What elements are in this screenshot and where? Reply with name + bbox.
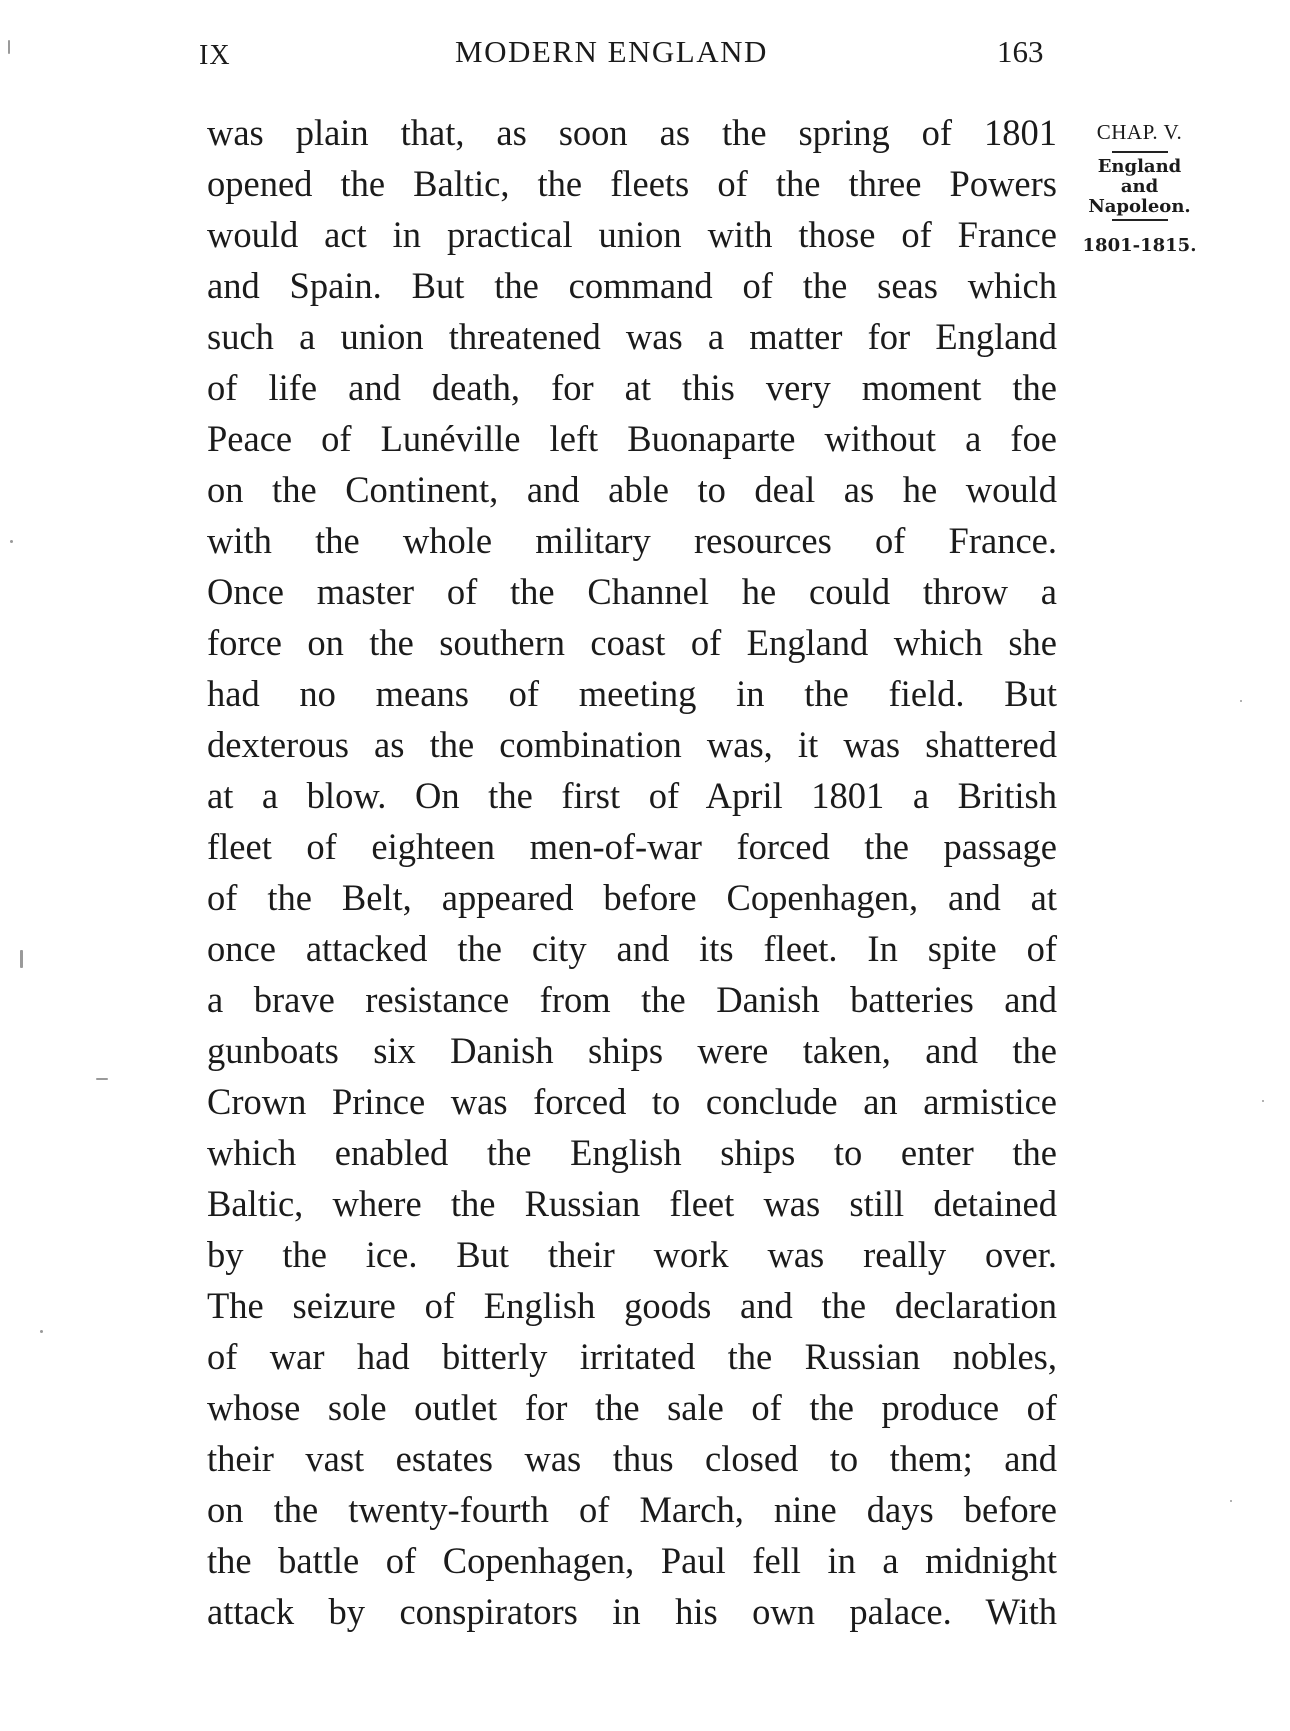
chapter-number: IX bbox=[199, 40, 231, 71]
text-line: which enabled the English ships to enter the bbox=[207, 1132, 1057, 1173]
scan-speck bbox=[1240, 700, 1242, 702]
scan-speck bbox=[8, 40, 10, 54]
text-line: once attacked the city and its fleet. In spite of bbox=[207, 928, 1057, 969]
scan-speck bbox=[96, 1078, 108, 1080]
text-line: Baltic, where the Russian fleet was still detained bbox=[207, 1183, 1057, 1224]
text-line: Peace of Lunéville left Buonaparte without a foe bbox=[207, 418, 1057, 459]
text-line: of life and death, for at this very moment the bbox=[207, 367, 1057, 408]
scan-speck bbox=[1262, 1100, 1264, 1102]
margin-note-rule bbox=[1112, 151, 1168, 153]
text-line: attack by conspirators in his own palace. With bbox=[207, 1591, 1057, 1632]
text-line: dexterous as the combination was, it was shattered bbox=[207, 724, 1057, 765]
scan-speck bbox=[10, 540, 13, 543]
text-line: gunboats six Danish ships were taken, and the bbox=[207, 1030, 1057, 1071]
text-line: their vast estates was thus closed to them; and bbox=[207, 1438, 1057, 1479]
text-line: whose sole outlet for the sale of the produce of bbox=[207, 1387, 1057, 1428]
text-line: a brave resistance from the Danish batteries and bbox=[207, 979, 1057, 1020]
running-head bbox=[0, 30, 1290, 80]
margin-note-subject-1: England bbox=[1097, 156, 1182, 177]
text-line: at a blow. On the first of April 1801 a British bbox=[207, 775, 1057, 816]
text-line: The seizure of English goods and the declaration bbox=[207, 1285, 1057, 1326]
text-line: and Spain. But the command of the seas which bbox=[207, 265, 1057, 306]
margin-note-subject-2: and bbox=[1120, 176, 1159, 197]
text-line: opened the Baltic, the fleets of the three Powers bbox=[207, 163, 1057, 204]
text-line: Once master of the Channel he could throw a bbox=[207, 571, 1057, 612]
text-line: of war had bitterly irritated the Russian nobles, bbox=[207, 1336, 1057, 1377]
margin-note-subject-3: Napoleon. bbox=[1088, 196, 1191, 217]
body-text bbox=[207, 107, 1057, 1637]
margin-note-chapter: CHAP. V. bbox=[1096, 120, 1183, 144]
text-line: was plain that, as soon as the spring of 1801 bbox=[207, 112, 1057, 153]
text-line: would act in practical union with those of France bbox=[207, 214, 1057, 255]
page-number: 163 bbox=[997, 34, 1044, 69]
margin-note-years: 1801-1815. bbox=[1082, 235, 1197, 256]
text-line: Crown Prince was forced to conclude an armistice bbox=[207, 1081, 1057, 1122]
scan-speck bbox=[20, 950, 23, 968]
scan-speck bbox=[1230, 1500, 1232, 1502]
text-line: by the ice. But their work was really over. bbox=[207, 1234, 1057, 1275]
text-line: the battle of Copenhagen, Paul fell in a midnight bbox=[207, 1540, 1057, 1581]
book-title: MODERN ENGLAND bbox=[455, 34, 768, 69]
text-line: had no means of meeting in the field. But bbox=[207, 673, 1057, 714]
text-line: on the Continent, and able to deal as he would bbox=[207, 469, 1057, 510]
text-line: of the Belt, appeared before Copenhagen, and at bbox=[207, 877, 1057, 918]
text-line: on the twenty-fourth of March, nine days before bbox=[207, 1489, 1057, 1530]
margin-note-rule-2 bbox=[1112, 219, 1168, 221]
text-line: with the whole military resources of France. bbox=[207, 520, 1057, 561]
scan-speck bbox=[40, 1330, 43, 1333]
text-line: such a union threatened was a matter for England bbox=[207, 316, 1057, 357]
margin-note bbox=[1072, 115, 1207, 257]
text-line: force on the southern coast of England which she bbox=[207, 622, 1057, 663]
text-line: fleet of eighteen men-of-war forced the passage bbox=[207, 826, 1057, 867]
